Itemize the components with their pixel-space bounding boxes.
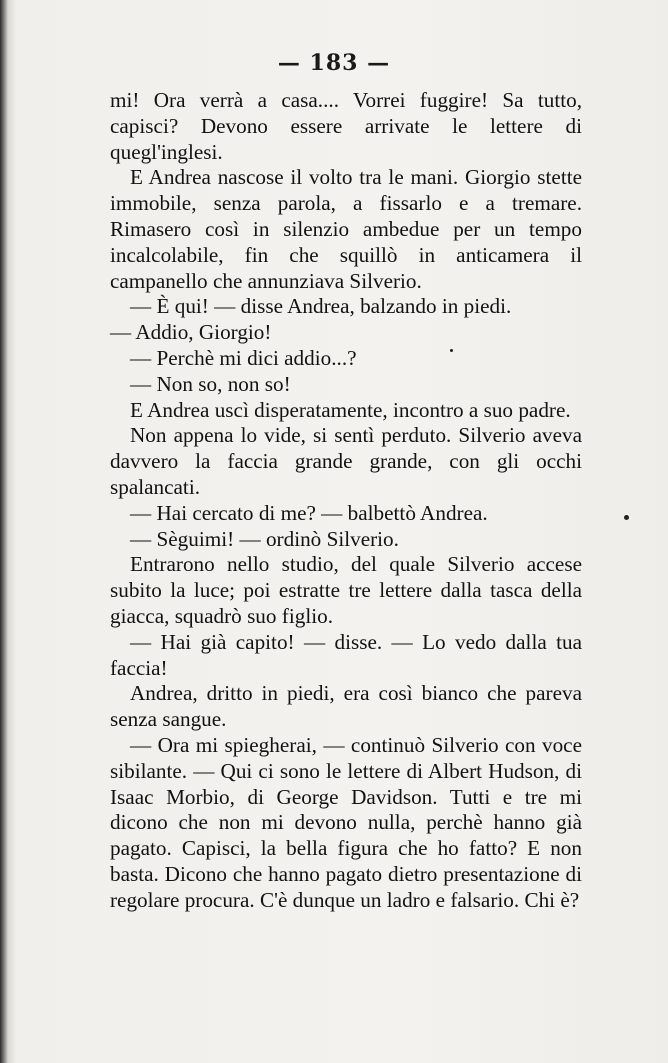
paragraph: Non appena lo vide, si sentì perduto. Silverio aveva davvero la faccia grande grande, con gli occhi spalancati. [110,423,582,499]
paragraph: — Hai cercato di me? — balbettò Andrea. [130,500,488,525]
paragraph: — Sèguimi! — ordinò Silverio. [130,526,399,551]
paragraph: E Andrea uscì disperatamente, incontro a suo padre. [130,397,571,422]
paragraph: — Ora mi spiegherai, — continuò Silverio con voce sibilante. — Qui ci sono le lettere di Albert Hudson, di Isaac Morbio, di George Davidson. Tutti e tre mi dicono che non mi devono nulla, perchè hanno già pagato. Capisci, la bella figura che ho fatto? E non basta. Dicono che hanno pagato dietro presentazione di regolare procura. C'è dunque un ladro e falsario. Chi è? [110,732,582,912]
paragraph: E Andrea nascose il volto tra le mani. Giorgio stette immobile, senza parola, a fissarlo e a tremare. Rimasero così in silenzio ambedue per un tempo incalcolabile, fin che squillò in anticamera il campanello che annunziava Silverio. [110,165,582,293]
page-text [110,88,582,914]
paragraph: — Non so, non so! [130,371,291,396]
ink-speck [624,515,629,520]
ink-speck [450,349,453,352]
paragraph: mi! Ora verrà a casa.... Vorrei fuggire! Sa tutto, capisci? Devono essere arrivate le lettere di quegl'inglesi. [110,88,582,164]
paragraph: Andrea, dritto in piedi, era così bianco che pareva senza sangue. [110,681,582,732]
page-number: — 183 — [277,50,391,76]
paragraph: Entrarono nello studio, del quale Silverio accese subito la luce; poi estratte tre lettere dalla tasca della giacca, squadrò suo figlio. [110,552,582,628]
paragraph: — È qui! — disse Andrea, balzando in piedi. [130,294,512,319]
paragraph: — Perchè mi dici addio...? [130,345,357,370]
paragraph: — Hai già capito! — disse. — Lo vedo dalla tua faccia! [110,629,582,680]
paragraph: — Addio, Giorgio! [110,320,272,345]
